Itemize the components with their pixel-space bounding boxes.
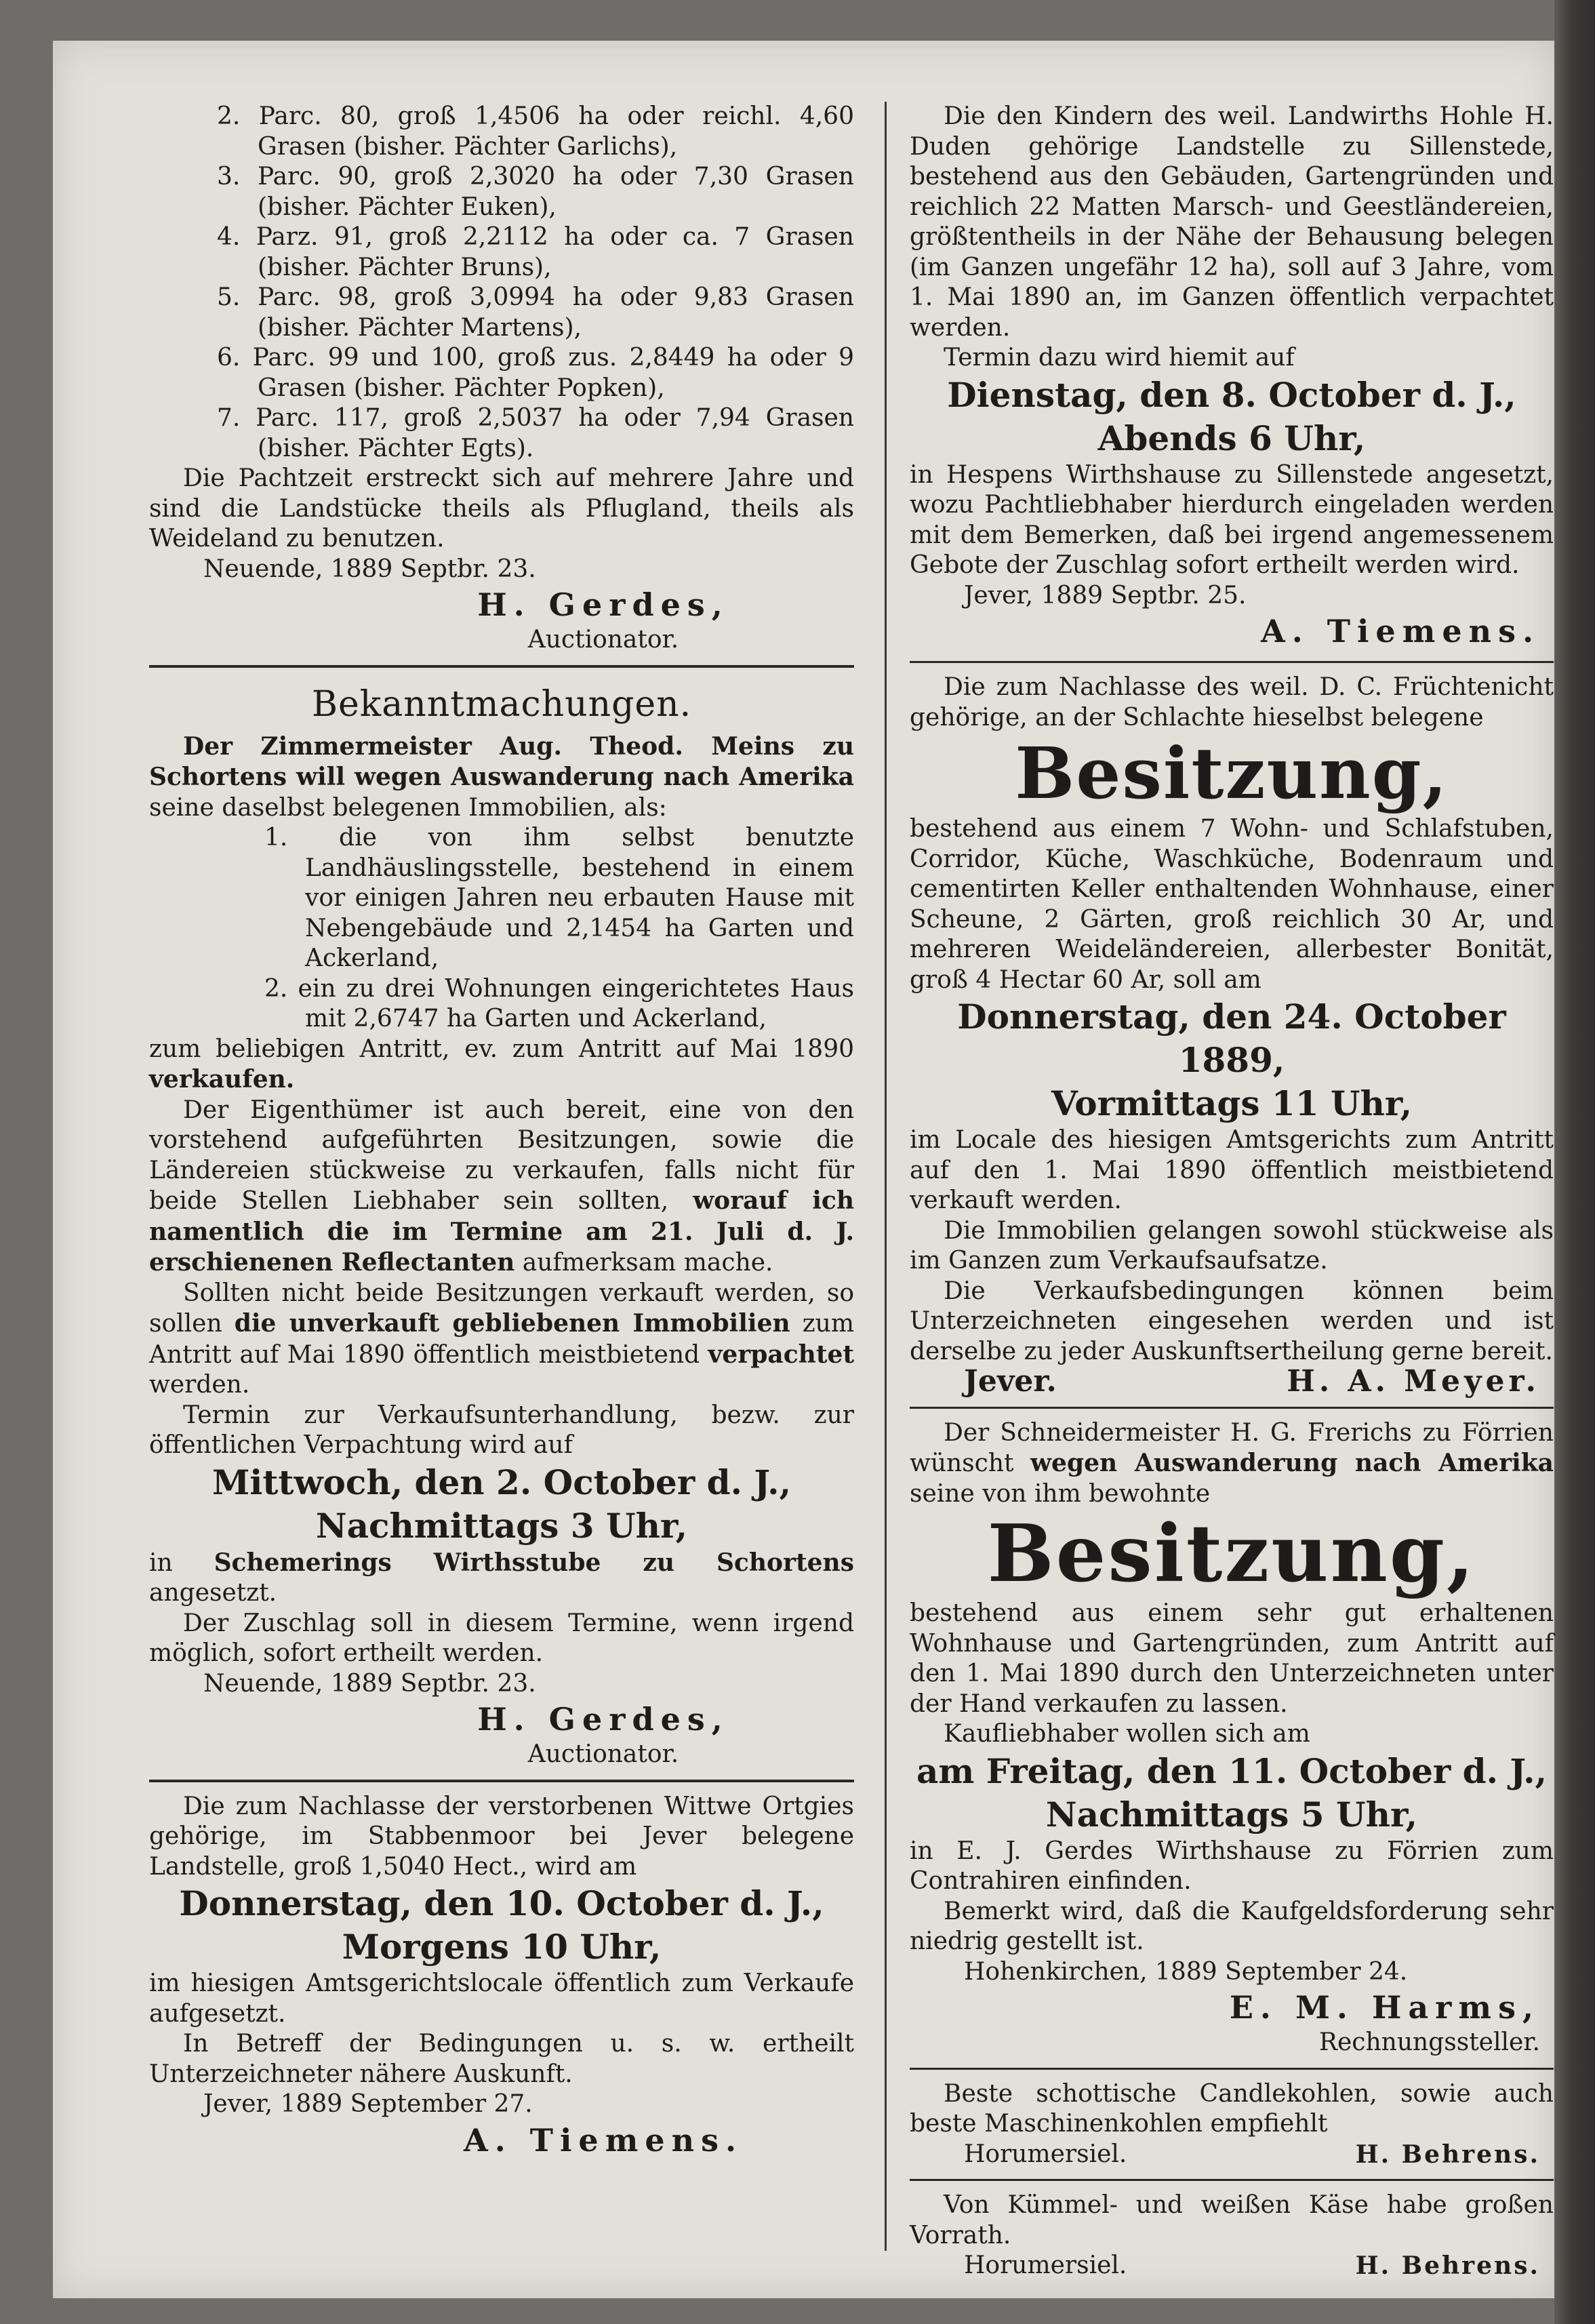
- lease-item: 5. Parc. 98, groß 3,0994 ha oder 9,83 Grasen (bisher. Pächter Martens),: [217, 283, 854, 342]
- ortgies-time: Morgens 10 Uhr,: [342, 1927, 662, 1967]
- meins-lease-bold: die unverkauft gebliebenen Immobilien: [234, 1309, 790, 1338]
- fre-role: Rechnungssteller.: [1318, 2028, 1540, 2056]
- fre-date: am Freitag, den 11. October d. J.,: [916, 1750, 1547, 1791]
- coal-place: Horumersiel.: [964, 2140, 1127, 2168]
- meins-owner-end: aufmerksam mache.: [514, 1249, 773, 1277]
- fre-signature: E. M. Harms,: [1229, 1989, 1540, 2026]
- fre-intro-text: Der Schneidermeister H. G. Frerichs zu Förrien wünscht: [910, 1418, 1554, 1477]
- meins-lease-mid: zum Antritt auf Mai 1890 öffentlich meistbietend: [149, 1310, 854, 1369]
- fr-footer: [910, 1364, 1554, 1399]
- lease-place-date: Neuende, 1889 Septbr. 23.: [203, 555, 536, 583]
- fruechtenicht-notice: [910, 673, 1554, 1397]
- coal-notice: [910, 2079, 1554, 2170]
- meins-item: 1. die von ihm selbst benutzte Landhäuslingsstelle, bestehend in einem vor einigen Jahren neu erbauten Hause mit Nebengebäude und 2,1454 ha Garten und Ackerland,: [264, 824, 854, 972]
- ortgies-date: Donnerstag, den 10. October d. J.,: [179, 1883, 824, 1923]
- ortgies-location: im hiesigen Amtsgerichtslocale öffentlich zum Verkaufe aufgesetzt.: [149, 1969, 854, 2028]
- meins-intro-rest: seine daselbst belegenen Immobilien, als:: [149, 793, 667, 822]
- duden-term: Termin dazu wird hiemit auf: [944, 344, 1295, 372]
- column-divider: [885, 102, 887, 2251]
- meins-time: Nachmittags 3 Uhr,: [315, 1505, 688, 1546]
- lease-note: Die Pachtzeit erstreckt sich auf mehrere Jahre und sind die Landstücke theils als Pflugland, theils als Weideland zu benutzen.: [149, 464, 854, 553]
- section-rule: [910, 661, 1554, 663]
- duden-place-date: Jever, 1889 Septbr. 25.: [964, 581, 1247, 609]
- meins-owner-text: Der Eigenthümer ist auch bereit, eine von den vorstehend aufgeführten Besitzungen, sowie die Ländereien stückweise zu verkaufen, falls nicht für beide Stellen Liebhaber sein sollten,: [149, 1096, 854, 1215]
- left-column: [149, 102, 854, 2161]
- duden-location: in Hespens Wirthshause zu Sillenstede angesetzt, wozu Pachtliebhaber hierdurch eingeladen werden mit dem Bemerken, daß bei irgend angemessenem Gebote der Zuschlag sofort ertheilt werden wird.: [910, 460, 1554, 579]
- meins-lease-verb: verpachtet: [708, 1340, 854, 1369]
- cheese-signature: H. Behrens.: [1355, 2251, 1540, 2280]
- lease-signature: H. Gerdes,: [477, 586, 729, 623]
- meins-zuschlag: Der Zuschlag soll in diesem Termine, wenn irgend möglich, sofort ertheilt werden.: [149, 1609, 854, 1667]
- cheese-notice: [910, 2190, 1554, 2281]
- meins-date: Mittwoch, den 2. October d. J.,: [211, 1462, 791, 1502]
- meins-role: Auctionator.: [527, 1740, 679, 1768]
- ortgies-place-date: Jever, 1889 September 27.: [203, 2090, 533, 2118]
- section-rule: [910, 2179, 1554, 2181]
- lease-item: 4. Parz. 91, groß 2,2112 ha oder ca. 7 Grasen (bisher. Pächter Bruns),: [217, 223, 854, 281]
- meins-lease-end: werden.: [149, 1371, 250, 1399]
- fre-note: Bemerkt wird, daß die Kaufgeldsforderung sehr niedrig gestellt ist.: [910, 1897, 1554, 1955]
- ortgies-notice: [149, 1792, 854, 2161]
- section-rule: [910, 1407, 1554, 1409]
- meins-notice: [149, 732, 854, 1770]
- ortgies-text: Die zum Nachlasse der verstorbenen Wittwe Ortgies gehörige, im Stabbenmoor bei Jever belegene Landstelle, groß 1,5040 Hect., wird am: [149, 1792, 854, 1881]
- meins-loc-bold: Schemerings Wirthsstube zu Schortens: [214, 1548, 854, 1577]
- cheese-place: Horumersiel.: [964, 2251, 1127, 2279]
- right-column: [910, 102, 1554, 2281]
- meins-intro-bold: Der Zimmermeister Aug. Theod. Meins zu Schortens will wegen Auswanderung nach Amerika: [149, 732, 854, 791]
- fre-time: Nachmittags 5 Uhr,: [1045, 1794, 1418, 1835]
- coal-text: Beste schottische Candlekohlen, sowie auch beste Maschinenkohlen empfiehlt: [910, 2079, 1554, 2138]
- lease-item: 3. Parc. 90, groß 2,3020 ha oder 7,30 Grasen (bisher. Pächter Euken),: [217, 163, 854, 221]
- fre-intro-bold: wegen Auswanderung nach Amerika: [1030, 1449, 1554, 1477]
- duden-text: Die den Kindern des weil. Landwirths Hohle H. Duden gehörige Landstelle zu Sillenstede, bestehend aus den Gebäuden, Gartengründen und reichlich 22 Matten Marsch- und Geestländereien, größtentheils in der Nähe der Behausung belegen (im Ganzen ungefähr 12 ha), soll auf 3 Jahre, vom 1. Mai 1890 an, im Ganzen öffentlich verpachtet werden.: [910, 102, 1554, 342]
- meins-lease-text: Sollten nicht beide Besitzungen verkauft werden, so sollen: [149, 1279, 854, 1338]
- meins-sale-bold: verkaufen.: [149, 1065, 295, 1094]
- coal-footer: [910, 2140, 1554, 2170]
- section-rule: [149, 1780, 854, 1782]
- meins-loc-end: angesetzt.: [149, 1579, 277, 1607]
- fre-intro-end: seine von ihm bewohnte: [910, 1479, 1211, 1508]
- fr-time: Vormittags 11 Uhr,: [1051, 1083, 1412, 1123]
- meins-item: 2. ein zu drei Wohnungen eingerichtetes Haus mit 2,6747 ha Garten und Ackerland,: [264, 974, 854, 1033]
- cheese-footer: [910, 2251, 1554, 2281]
- fr-date: Donnerstag, den 24. October 1889,: [957, 997, 1506, 1080]
- fr-place: Jever.: [964, 1364, 1057, 1399]
- section-heading: Bekanntmachungen.: [311, 683, 692, 725]
- lease-item: 7. Parc. 117, groß 2,5037 ha oder 7,94 Grasen (bisher. Pächter Egts).: [217, 404, 854, 462]
- fre-place-date: Hohenkirchen, 1889 September 24.: [964, 1957, 1408, 1986]
- fre-description: bestehend aus einem sehr gut erhaltenen Wohnhause und Gartengründen, zum Antritt auf den 1. Mai 1890 durch den Unterzeichneten unter der Hand verkaufen zu lassen.: [910, 1599, 1554, 1718]
- meins-owner-bold: worauf ich namentlich die im Termine am 21. Juli d. J. erschienenen Reflectanten: [149, 1186, 854, 1277]
- ortgies-conditions: In Betreff der Bedingungen u. s. w. ertheilt Unterzeichneter nähere Auskunft.: [149, 2030, 854, 2088]
- fre-location: in E. J. Gerdes Wirthshause zu Förrien zum Contrahiren einfinden.: [910, 1837, 1554, 1895]
- section-rule: [910, 2068, 1554, 2070]
- fr-description: bestehend aus einem 7 Wohn- und Schlafstuben, Corridor, Küche, Waschküche, Bodenraum und cementirten Keller enthaltenden Wohnhause, einer Scheune, 2 Gärten, groß reichlich 30 Ar, und mehreren Weideländereien, allerbester Bonität, groß 4 Hectar 60 Ar, soll am: [910, 815, 1554, 994]
- fre-buyers: Kaufliebhaber wollen sich am: [944, 1720, 1310, 1748]
- duden-time: Abends 6 Uhr,: [1097, 418, 1366, 458]
- meins-place-date: Neuende, 1889 Septbr. 23.: [203, 1669, 536, 1698]
- book-binding-edge: [1554, 0, 1595, 2324]
- fr-intro: Die zum Nachlasse des weil. D. C. Früchtenicht gehörige, an der Schlachte hieselbst belegene: [910, 673, 1554, 732]
- lease-item: 6. Parc. 99 und 100, groß zus. 2,8449 ha oder 9 Grasen (bisher. Pächter Popken),: [217, 344, 854, 402]
- duden-notice: [910, 102, 1554, 652]
- frerichs-notice: [910, 1418, 1554, 2058]
- lease-notice: [149, 102, 854, 656]
- ortgies-signature: A. Tiemens.: [464, 2121, 743, 2159]
- fr-signature: H. A. Meyer.: [1287, 1364, 1540, 1399]
- fr-location: im Locale des hiesigen Amtsgerichts zum Antritt auf den 1. Mai 1890 öffentlich meistbietend verkauft werden.: [910, 1126, 1554, 1214]
- duden-signature: A. Tiemens.: [1261, 613, 1540, 649]
- duden-date: Dienstag, den 8. October d. J.,: [947, 374, 1516, 415]
- section-rule: [149, 665, 854, 668]
- meins-sale-text: zum beliebigen Antritt, ev. zum Antritt auf Mai 1890: [149, 1035, 854, 1063]
- fre-headline: Besitzung,: [987, 1508, 1476, 1600]
- meins-loc-prefix: in: [149, 1548, 214, 1577]
- meins-signature: H. Gerdes,: [477, 1701, 729, 1738]
- fr-headline: Besitzung,: [1015, 732, 1449, 815]
- cheese-text: Von Kümmel- und weißen Käse habe großen Vorrath.: [910, 2191, 1554, 2249]
- fr-immobilien: Die Immobilien gelangen sowohl stückweise als im Ganzen zum Verkaufsaufsatze.: [910, 1216, 1554, 1275]
- lease-role: Auctionator.: [527, 626, 679, 654]
- lease-item: 2. Parc. 80, groß 1,4506 ha oder reichl. 4,60 Grasen (bisher. Pächter Garlichs),: [217, 102, 854, 161]
- meins-term: Termin zur Verkaufsunterhandlung, bezw. zur öffentlichen Verpachtung wird auf: [149, 1401, 854, 1459]
- coal-signature: H. Behrens.: [1355, 2140, 1540, 2169]
- fr-conditions: Die Verkaufsbedingungen können beim Unterzeichneten eingesehen werden und ist derselbe zu jeder Auskunftsertheilung gerne bereit.: [910, 1277, 1554, 1365]
